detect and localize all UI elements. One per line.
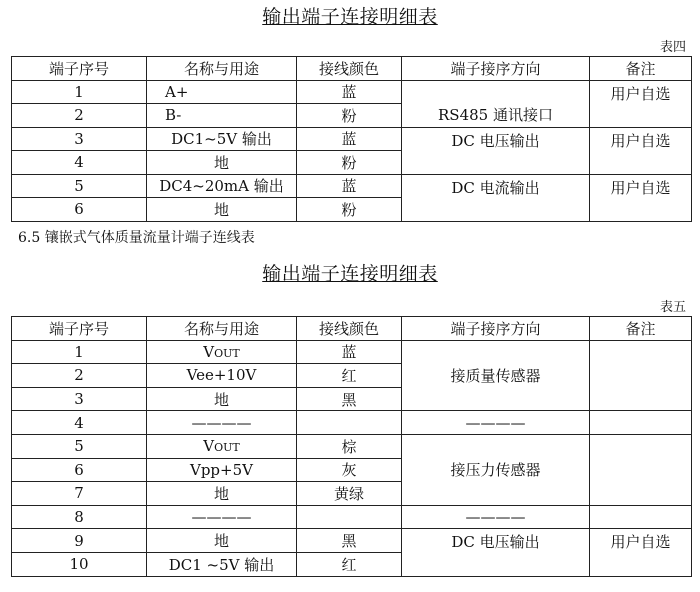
terminal-no: 4 bbox=[12, 411, 147, 435]
header-remark: 备注 bbox=[590, 57, 692, 81]
remark-cell bbox=[590, 340, 692, 411]
wire-color: 红 bbox=[297, 364, 402, 388]
header-remark: 备注 bbox=[590, 317, 692, 341]
remark-cell bbox=[590, 505, 692, 529]
table-header-row bbox=[12, 317, 692, 341]
terminal-no: 3 bbox=[12, 127, 147, 151]
terminal-name: 地 bbox=[147, 482, 297, 506]
header-name-purpose: 名称与用途 bbox=[147, 317, 297, 341]
terminal-name: DC1 ~5V 输出 bbox=[147, 552, 297, 576]
terminal-no: 8 bbox=[12, 505, 147, 529]
remark-cell bbox=[590, 434, 692, 505]
wire-color: 蓝 bbox=[297, 127, 402, 151]
table4-title: 输出端子连接明细表 bbox=[262, 6, 438, 28]
terminal-name bbox=[147, 434, 297, 458]
wire-color: 粉 bbox=[297, 151, 402, 175]
remark-cell: 用户自选 bbox=[590, 529, 692, 576]
terminal-name: DC4~20mA 输出 bbox=[147, 174, 297, 198]
terminal-name-main: V bbox=[203, 342, 215, 361]
terminal-name-sub: OUT bbox=[214, 441, 240, 455]
wire-color bbox=[297, 411, 402, 435]
terminal-name: 地 bbox=[147, 151, 297, 175]
remark-cell bbox=[590, 411, 692, 435]
direction-cell: ———— bbox=[402, 411, 590, 435]
terminal-name: ———— bbox=[147, 505, 297, 529]
wire-color: 黑 bbox=[297, 529, 402, 553]
terminal-no: 2 bbox=[12, 364, 147, 388]
table-row bbox=[12, 434, 692, 458]
wire-color: 灰 bbox=[297, 458, 402, 482]
wire-color: 粉 bbox=[297, 198, 402, 222]
header-terminal-no: 端子序号 bbox=[12, 317, 147, 341]
terminal-name: A+ bbox=[147, 80, 297, 104]
terminal-no: 10 bbox=[12, 552, 147, 576]
wire-color: 蓝 bbox=[297, 340, 402, 364]
terminal-no: 5 bbox=[12, 174, 147, 198]
wire-color: 粉 bbox=[297, 104, 402, 128]
terminal-name-sub: OUT bbox=[214, 346, 240, 360]
terminal-no: 1 bbox=[12, 80, 147, 104]
direction-cell: DC 电流输出 bbox=[402, 174, 590, 221]
header-name-purpose: 名称与用途 bbox=[147, 57, 297, 81]
header-wire-color: 接线颜色 bbox=[297, 57, 402, 81]
terminal-name-main: V bbox=[203, 437, 215, 456]
terminal-name: 地 bbox=[147, 387, 297, 411]
terminal-name bbox=[147, 340, 297, 364]
table5-title: 输出端子连接明细表 bbox=[262, 263, 438, 285]
table-header-row bbox=[12, 57, 692, 81]
wire-color: 蓝 bbox=[297, 80, 402, 104]
table4-label: 表四 bbox=[659, 40, 686, 55]
terminal-name: B- bbox=[147, 104, 297, 128]
table-row bbox=[12, 505, 692, 529]
terminal-name: 地 bbox=[147, 198, 297, 222]
terminal-no: 5 bbox=[12, 434, 147, 458]
direction-cell: 接质量传感器 bbox=[402, 340, 590, 411]
terminal-no: 2 bbox=[12, 104, 147, 128]
table5-label: 表五 bbox=[659, 300, 686, 315]
terminal-name: ———— bbox=[147, 411, 297, 435]
wire-color: 红 bbox=[297, 552, 402, 576]
direction-cell: RS485 通讯接口 bbox=[402, 80, 590, 127]
direction-cell: 接压力传感器 bbox=[402, 434, 590, 505]
remark-cell: 用户自选 bbox=[590, 127, 692, 174]
wire-color: 蓝 bbox=[297, 174, 402, 198]
table-row bbox=[12, 80, 692, 104]
table-row bbox=[12, 127, 692, 151]
direction-cell: DC 电压输出 bbox=[402, 529, 590, 576]
direction-cell: ———— bbox=[402, 505, 590, 529]
terminal-name: Vee+10V bbox=[147, 364, 297, 388]
table-row bbox=[12, 411, 692, 435]
wire-color: 黑 bbox=[297, 387, 402, 411]
remark-cell: 用户自选 bbox=[590, 174, 692, 221]
wire-color: 黄绿 bbox=[297, 482, 402, 506]
terminal-no: 6 bbox=[12, 198, 147, 222]
table4 bbox=[11, 56, 692, 222]
wire-color bbox=[297, 505, 402, 529]
terminal-name: DC1~5V 输出 bbox=[147, 127, 297, 151]
table-row bbox=[12, 340, 692, 364]
remark-cell: 用户自选 bbox=[590, 80, 692, 127]
terminal-no: 6 bbox=[12, 458, 147, 482]
terminal-name: 地 bbox=[147, 529, 297, 553]
terminal-no: 4 bbox=[12, 151, 147, 175]
terminal-no: 7 bbox=[12, 482, 147, 506]
direction-cell: DC 电压输出 bbox=[402, 127, 590, 174]
terminal-name: Vpp+5V bbox=[147, 458, 297, 482]
table-row bbox=[12, 529, 692, 553]
table-row bbox=[12, 174, 692, 198]
terminal-no: 9 bbox=[12, 529, 147, 553]
header-direction: 端子接序方向 bbox=[402, 57, 590, 81]
header-wire-color: 接线颜色 bbox=[297, 317, 402, 341]
section-heading: 6.5 镶嵌式气体质量流量计端子连线表 bbox=[18, 230, 255, 246]
terminal-no: 1 bbox=[12, 340, 147, 364]
wire-color: 棕 bbox=[297, 434, 402, 458]
header-direction: 端子接序方向 bbox=[402, 317, 590, 341]
header-terminal-no: 端子序号 bbox=[12, 57, 147, 81]
terminal-no: 3 bbox=[12, 387, 147, 411]
table5 bbox=[11, 316, 692, 577]
